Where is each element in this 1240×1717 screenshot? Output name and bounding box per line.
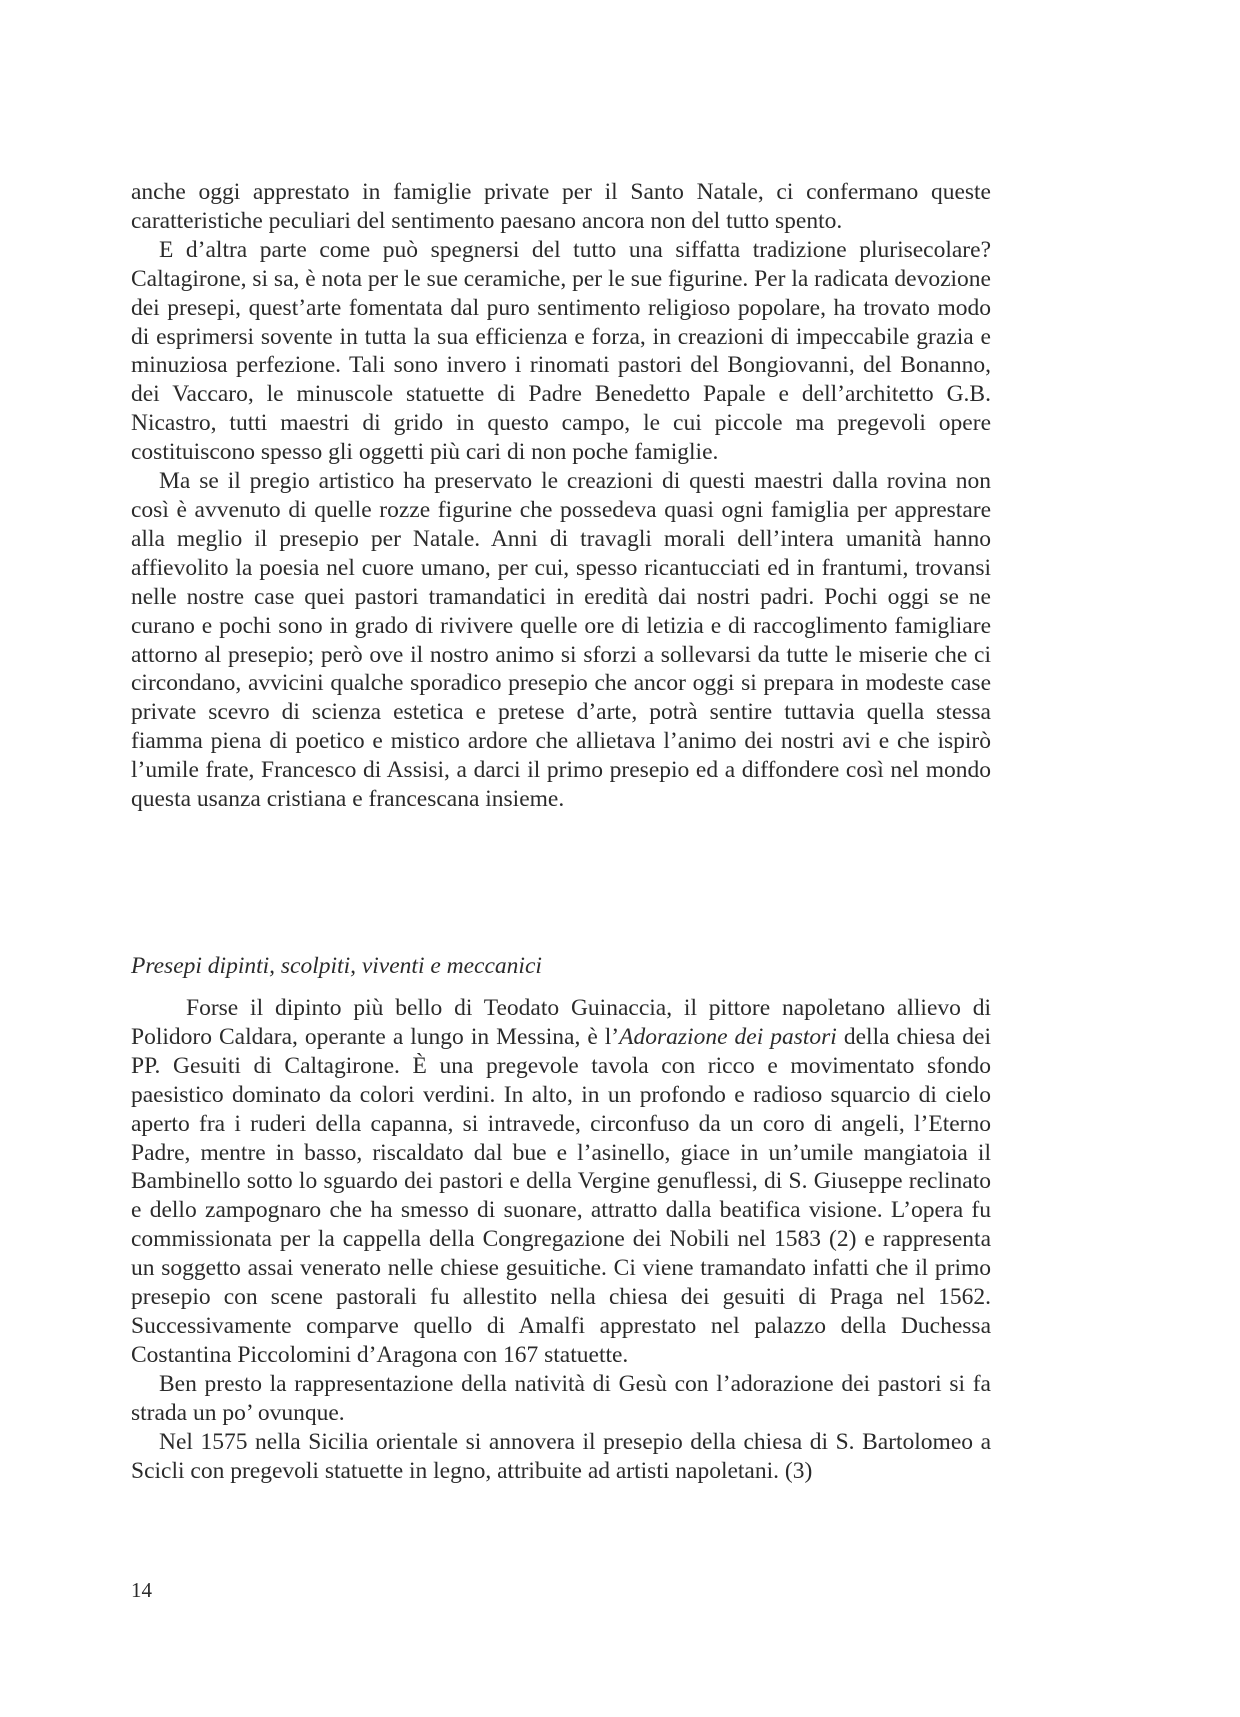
paragraph-rough-figurines: Ma se il pregio artistico ha preservato le creazioni di questi maestri dalla rovina non così è avvenuto di quelle rozze figurine che possedeva quasi ogni famiglia per apprestare alla meglio il presepio per Natale. Anni di travagli morali dell’intera umanità hanno affievolito la poesia nel cuore umano, per cui, spesso ricantucciati ed in frantumi, trovansi nelle nostre case quei pastori tramandatici in eredità dai nostri padri. Pochi oggi se ne curano e pochi sono in grado di rivivere quelle ore di letizia e di raccoglimento famigliare attorno al presepio; però ove il nostro animo si sforzi a sollevarsi da tutte le miserie che ci circondano, avvicini qualche sporadico presepio che ancor oggi si prepara in modeste case private scevro di scienza estetica e pretese d’arte, potrà sentire tuttavia quella stessa fiamma piena di poetico e mistico ardore che allietava l’animo dei nostri avi e che ispirò l’umile frate, Francesco di Assisi, a darci il primo presepio ed a diffondere così nel mondo questa usanza cristiana e francescana insieme. bbox=[131, 468, 991, 813]
body-text-bottom bbox=[131, 994, 991, 1485]
page-number: 14 bbox=[131, 1578, 152, 1602]
section-heading: Presepi dipinti, scolpiti, viventi e meccanici bbox=[131, 953, 542, 979]
paragraph-text-before-title: Forse il dipinto più bello di Teodato Guinaccia, il pittore napoletano allievo di Polidoro Caldara, operante a lungo in Messina, è l’ bbox=[131, 995, 991, 1050]
artwork-title: Adorazione dei pastori bbox=[619, 1023, 837, 1050]
paragraph-text-after-title: della chiesa dei PP. Gesuiti di Caltagirone. È una pregevole tavola con ricco e movimentato sfondo paesistico dominato da colori verdini. In alto, in un profondo e radioso squarcio di cielo aperto fra i ruderi della capanna, si intravede, circonfuso da un coro di angeli, l’Eterno Padre, mentre in basso, riscaldato dal bue e l’asinello, giace in un’umile mangiatoia il Bambinello sotto lo sguardo dei pastori e della Vergine genuflessi, di S. Giuseppe reclinato e dello zampognaro che ha smesso di suonare, attratto dalla beatifica visione. L’opera fu commissionata per la cappella della Congregazione dei Nobili nel 1583 (2) e rappresenta un soggetto assai venerato nelle chiese gesuitiche. Ci viene tramandato infatti che il primo presepio con scene pastorali fu allestito nella chiesa dei gesuiti di Praga nel 1562. Successivamente comparve quello di Amalfi apprestato nel palazzo della Duchessa Costantina Piccolomini d’Aragona con 167 statuette. bbox=[131, 1023, 991, 1368]
paragraph-continuation: anche oggi apprestato in famiglie private per il Santo Natale, ci confermano queste caratteristiche peculiari del sentimento paesano ancora non del tutto spento. bbox=[131, 179, 991, 234]
paragraph-caltagirone-ceramics: E d’altra parte come può spegnersi del tutto una siffatta tradizione plurisecolare? Caltagirone, si sa, è nota per le sue ceramiche, per le sue figurine. Per la radicata devozione dei presepi, quest’arte fomentata dal puro sentimento religioso popolare, ha trovato modo di esprimersi sovente in tutta la sua efficienza e forza, in creazioni di impeccabile grazia e minuziosa perfezione. Tali sono invero i rinomati pastori del Bongiovanni, del Bonanno, dei Vaccaro, le minuscole statuette di Padre Benedetto Papale e dell’architetto G.B. Nicastro, tutti maestri di grido in questo campo, le cui piccole ma pregevoli opere costituiscono spesso gli oggetti più cari di non poche famiglie. bbox=[131, 236, 991, 466]
paragraph-nativity-spread: Ben presto la rappresentazione della natività di Gesù con l’adorazione dei pastori si fa strada un po’ ovunque. bbox=[131, 1370, 991, 1426]
paragraph-scicli-presepio: Nel 1575 nella Sicilia orientale si annovera il presepio della chiesa di S. Bartolomeo a Scicli con pregevoli statuette in legno, attribuite ad artisti napoletani. (3) bbox=[131, 1428, 991, 1484]
body-text-top bbox=[131, 178, 991, 814]
paragraph-guinaccia-painting bbox=[131, 994, 991, 1370]
